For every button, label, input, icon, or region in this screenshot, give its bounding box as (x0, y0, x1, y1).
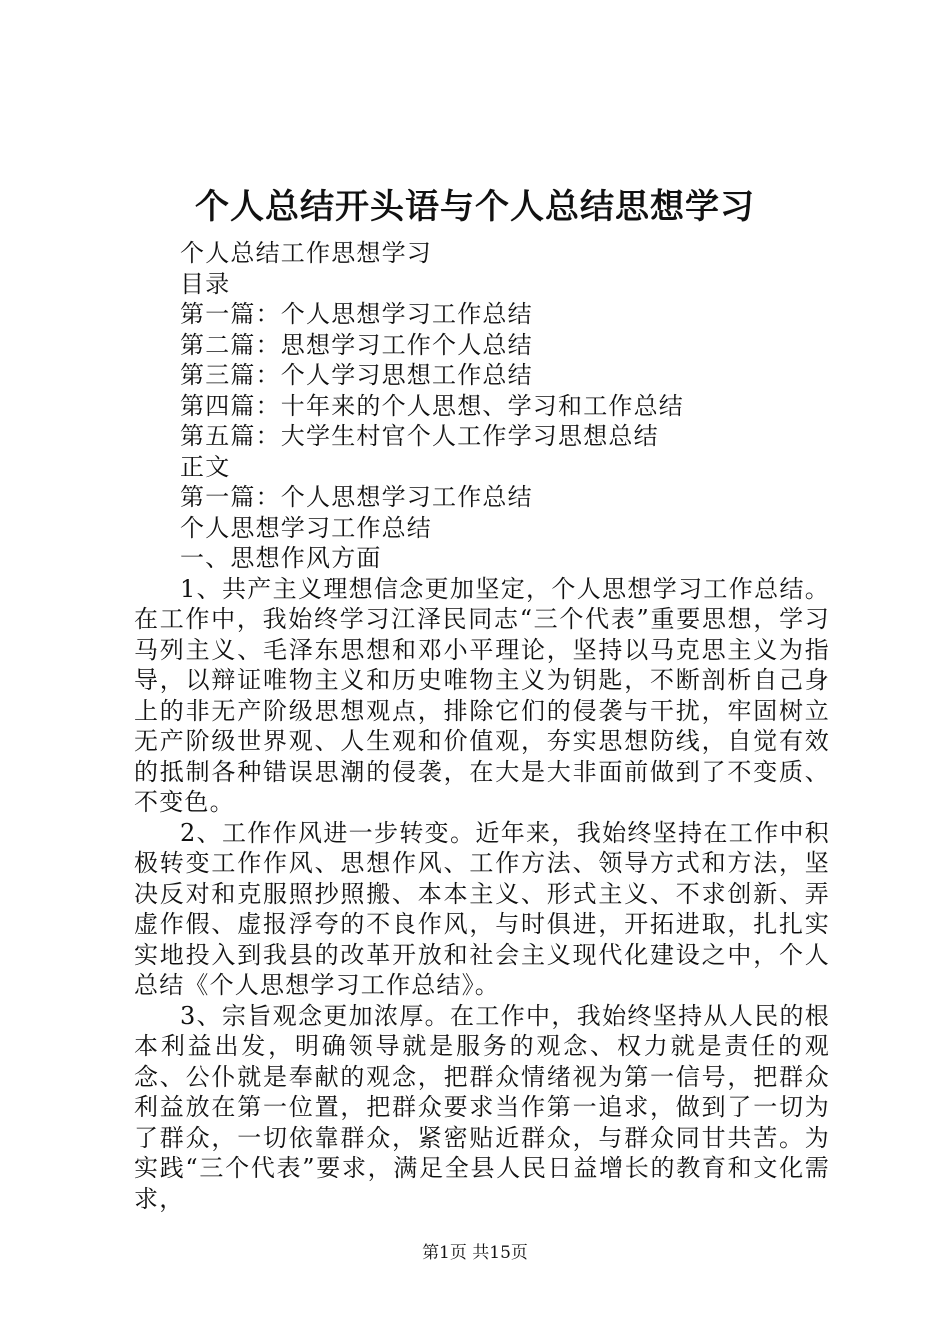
toc-item: 第五篇：大学生村官个人工作学习思想总结 (180, 422, 659, 450)
toc-heading: 目录 (180, 269, 231, 298)
chapter-heading: 第一篇：个人思想学习工作总结 (180, 483, 533, 511)
chapter-title: 个人思想学习工作总结 (180, 513, 432, 542)
toc-item: 第四篇：十年来的个人思想、学习和工作总结 (180, 391, 684, 420)
toc-item: 第二篇：思想学习工作个人总结 (180, 330, 533, 359)
body-paragraph: 1、共产主义理想信念更加坚定，个人思想学习工作总结。在工作中，我始终学习江泽民同志“三个代表”重要思想，学习马列主义、毛泽东思想和邓小平理论，坚持以马克思主义为指导，以辩证唯物主义和历史唯物主义为钥匙，不断剖析自己身上的非无产阶级思想观点，排除它们的侵袭与干扰，牢固树立无产阶级世界观、人生观和价值观，夯实思想防线，自觉有效的抵制各种错误思潮的侵袭，在大是大非面前做到了不变质、不变色。 (134, 574, 830, 816)
body-heading: 正文 (180, 452, 231, 481)
subtitle-line: 个人总结工作思想学习 (180, 239, 432, 267)
page-footer: 第1页 共15页 (422, 1243, 528, 1263)
document-title: 个人总结开头语与个人总结思想学习 (195, 187, 755, 227)
toc-item: 第三篇：个人学习思想工作总结 (180, 361, 533, 389)
document-body (134, 238, 830, 1214)
section-heading: 一、思想作风方面 (180, 544, 382, 572)
toc-item: 第一篇：个人思想学习工作总结 (180, 300, 533, 328)
body-paragraph: 3、宗旨观念更加浓厚。在工作中，我始终坚持从人民的根本利益出发，明确领导就是服务的观念、权力就是责任的观念、公仆就是奉献的观念，把群众情绪视为第一信号，把群众利益放在第一位置，把群众要求当作第一追求，做到了一切为了群众，一切依靠群众，紧密贴近群众，与群众同甘共苦。为实践“三个代表”要求，满足全县人民日益增长的教育和文化需求， (134, 1001, 830, 1213)
body-paragraph: 2、工作作风进一步转变。近年来，我始终坚持在工作中积极转变工作作风、思想作风、工作方法、领导方式和方法，坚决反对和克服照抄照搬、本本主义、形式主义、不求创新、弄虚作假、虚报浮夸的不良作风，与时俱进，开拓进取，扎扎实实地投入到我县的改革开放和社会主义现代化建设之中，个人总结《个人思想学习工作总结》。 (134, 818, 830, 999)
